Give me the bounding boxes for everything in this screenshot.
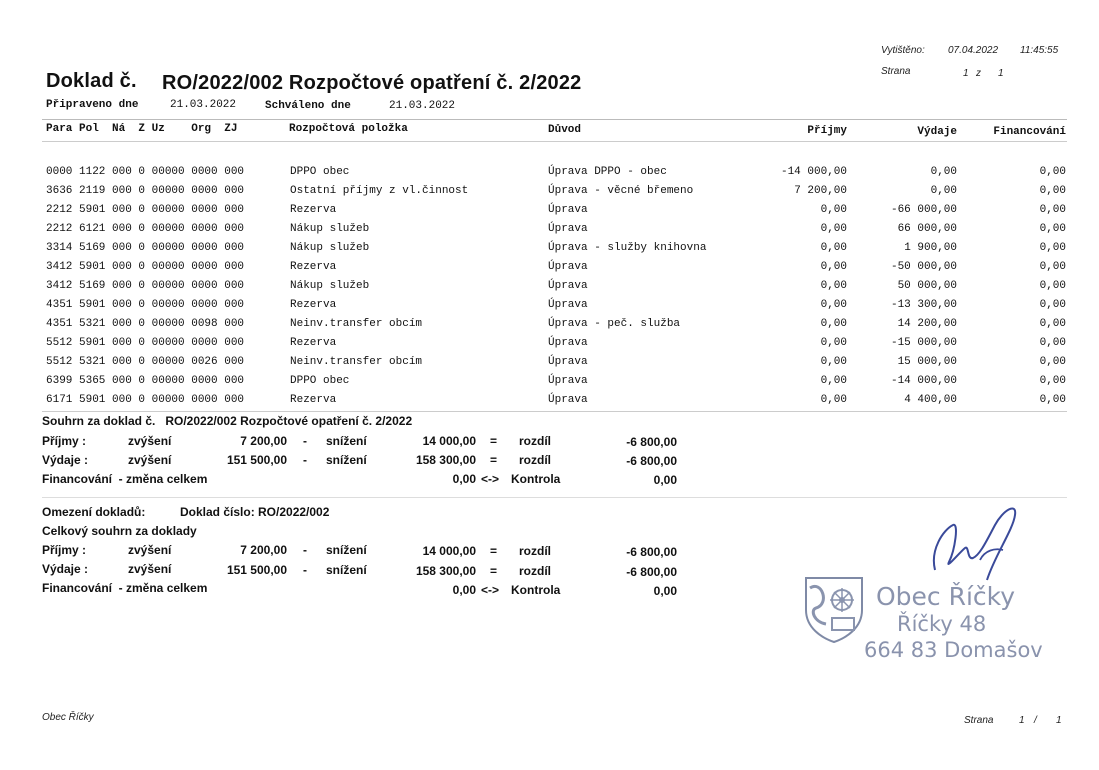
row-expense: 0,00	[930, 166, 957, 178]
total-income-inc-word: zvýšení	[128, 543, 172, 557]
row-item: DPPO obec	[290, 375, 350, 387]
total-diff-word: rozdíl	[519, 544, 551, 558]
summary-expense-dec: 158 300,00	[415, 453, 476, 467]
summary-income-dec-word: snížení	[326, 434, 367, 448]
prepared-label: Připraveno dne	[46, 99, 139, 111]
signature-image	[925, 500, 1025, 590]
page-of: z	[976, 68, 981, 79]
summary-arrow: <->	[481, 472, 500, 486]
col-codes-header: Para Pol Ná Z Uz Org ZJ	[46, 123, 238, 135]
total-expense-dec-word: snížení	[326, 563, 367, 577]
stamp-line2: Říčky 48	[897, 612, 987, 636]
municipal-coat-of-arms-icon	[802, 574, 866, 644]
row-codes: 6171 5901 000 0 00000 0000 000	[46, 394, 245, 406]
table-row	[0, 166, 1099, 185]
summary-income-inc-word: zvýšení	[128, 434, 172, 448]
row-income: 0,00	[820, 299, 847, 311]
row-codes: 5512 5321 000 0 00000 0026 000	[46, 356, 245, 368]
printed-label: Vytištěno:	[881, 45, 925, 56]
row-expense: -50 000,00	[890, 261, 957, 273]
limit-value: Doklad číslo: RO/2022/002	[180, 505, 330, 519]
table-row	[0, 356, 1099, 375]
table-row	[0, 375, 1099, 394]
row-reason: Úprava	[548, 375, 588, 387]
summary-expense-label: Výdaje :	[42, 453, 89, 467]
row-item: Rezerva	[290, 261, 337, 273]
summary-rule	[42, 497, 1067, 498]
row-income: 0,00	[820, 337, 847, 349]
row-item: Rezerva	[290, 204, 337, 216]
col-item-header: Rozpočtová položka	[289, 123, 408, 135]
total-income-dec-word: snížení	[326, 543, 367, 557]
row-codes: 3412 5901 000 0 00000 0000 000	[46, 261, 245, 273]
row-codes: 2212 5901 000 0 00000 0000 000	[46, 204, 245, 216]
summary-financing-total: 0,00	[452, 472, 476, 486]
row-item: Ostatní příjmy z vl.činnost	[290, 185, 469, 197]
total-control-word: Kontrola	[511, 583, 561, 597]
row-financing: 0,00	[1039, 299, 1066, 311]
row-reason: Úprava - věcné břemeno	[548, 185, 694, 197]
footer-page-total: 1	[1056, 715, 1062, 726]
row-income: 0,00	[820, 204, 847, 216]
total-expense-inc-word: zvýšení	[128, 562, 172, 576]
row-income: 0,00	[820, 242, 847, 254]
stamp-line3: 664 83 Domašov	[864, 638, 1043, 662]
doc-title-prefix: Doklad č.	[46, 70, 137, 92]
row-financing: 0,00	[1039, 223, 1066, 235]
footer-page-number: 1	[1019, 715, 1025, 726]
approved-label: Schváleno dne	[265, 100, 351, 112]
row-income: 0,00	[820, 394, 847, 406]
summary-dash: -	[303, 434, 307, 448]
row-financing: 0,00	[1039, 242, 1066, 254]
row-financing: 0,00	[1039, 318, 1066, 330]
row-reason: Úprava - služby knihovna	[548, 242, 707, 254]
table-row	[0, 299, 1099, 318]
doc-title-id: RO/2022/002 Rozpočtové opatření č. 2/2022	[162, 72, 582, 94]
approved-date: 21.03.2022	[389, 100, 456, 112]
summary-diff-word: rozdíl	[519, 434, 551, 448]
table-row	[0, 242, 1099, 261]
row-expense: -66 000,00	[890, 204, 957, 216]
row-financing: 0,00	[1039, 280, 1066, 292]
page-total: 1	[998, 68, 1004, 79]
summary-eq: =	[490, 453, 498, 467]
table-row	[0, 318, 1099, 337]
row-item: Nákup služeb	[290, 280, 370, 292]
total-income-inc: 7 200,00	[240, 543, 287, 557]
total-income-dec: 14 000,00	[422, 544, 476, 558]
total-income-label: Příjmy :	[42, 543, 87, 557]
table-row	[0, 185, 1099, 204]
stamp-line1: Obec Říčky	[876, 582, 1016, 611]
row-item: Rezerva	[290, 394, 337, 406]
limit-label: Omezení dokladů:	[42, 505, 146, 519]
total-expense-dec: 158 300,00	[415, 564, 476, 578]
row-financing: 0,00	[1039, 337, 1066, 349]
total-financing-label: Financování - změna celkem	[42, 581, 208, 595]
row-financing: 0,00	[1039, 375, 1066, 387]
row-item: DPPO obec	[290, 166, 350, 178]
row-codes: 2212 6121 000 0 00000 0000 000	[46, 223, 245, 235]
table-row	[0, 223, 1099, 242]
row-income: 7 200,00	[794, 185, 847, 197]
total-financing-control: 0,00	[653, 584, 677, 598]
table-bottom-rule	[42, 411, 1067, 412]
row-reason: Úprava	[548, 223, 588, 235]
row-income: 0,00	[820, 356, 847, 368]
row-income: 0,00	[820, 375, 847, 387]
row-reason: Úprava	[548, 261, 588, 273]
row-codes: 4351 5321 000 0 00000 0098 000	[46, 318, 245, 330]
prepared-date: 21.03.2022	[170, 99, 237, 111]
table-row	[0, 261, 1099, 280]
footer-page-label: Strana	[964, 715, 994, 726]
row-income: -14 000,00	[780, 166, 847, 178]
row-expense: -13 300,00	[890, 299, 957, 311]
row-expense: 4 400,00	[904, 394, 957, 406]
row-item: Rezerva	[290, 337, 337, 349]
printed-date: 07.04.2022	[948, 45, 999, 56]
total-arrow: <->	[481, 583, 500, 597]
header-top-rule	[42, 119, 1067, 120]
row-expense: 14 200,00	[897, 318, 957, 330]
total-summary-title: Celkový souhrn za doklady	[42, 524, 197, 538]
row-financing: 0,00	[1039, 166, 1066, 178]
row-item: Neinv.transfer obcím	[290, 318, 423, 330]
summary-diff-word: rozdíl	[519, 453, 551, 467]
row-financing: 0,00	[1039, 185, 1066, 197]
total-eq: =	[490, 564, 498, 578]
total-dash: -	[303, 543, 307, 557]
total-diff-word: rozdíl	[519, 564, 551, 578]
row-reason: Úprava	[548, 394, 588, 406]
row-income: 0,00	[820, 318, 847, 330]
row-reason: Úprava	[548, 337, 588, 349]
row-expense: 50 000,00	[897, 280, 957, 292]
row-reason: Úprava - peč. služba	[548, 318, 681, 330]
total-income-diff: -6 800,00	[626, 545, 677, 559]
summary-financing-control: 0,00	[653, 473, 677, 487]
row-financing: 0,00	[1039, 394, 1066, 406]
row-codes: 6399 5365 000 0 00000 0000 000	[46, 375, 245, 387]
summary-income-dec: 14 000,00	[422, 434, 476, 448]
summary-financing-label: Financování - změna celkem	[42, 472, 208, 486]
row-reason: Úprava	[548, 204, 588, 216]
total-expense-inc: 151 500,00	[226, 563, 287, 577]
row-financing: 0,00	[1039, 204, 1066, 216]
row-reason: Úprava DPPO - obec	[548, 166, 667, 178]
summary-expense-inc: 151 500,00	[226, 453, 287, 467]
row-expense: -15 000,00	[890, 337, 957, 349]
summary-control-word: Kontrola	[511, 472, 561, 486]
summary-title: Souhrn za doklad č. RO/2022/002 Rozpočtové opatření č. 2/2022	[42, 414, 413, 428]
row-income: 0,00	[820, 223, 847, 235]
footer-org: Obec Říčky	[42, 712, 94, 723]
col-financing-header: Financování	[993, 126, 1066, 138]
row-reason: Úprava	[548, 299, 588, 311]
table-row	[0, 337, 1099, 356]
printed-time: 11:45:55	[1020, 45, 1059, 56]
row-codes: 5512 5901 000 0 00000 0000 000	[46, 337, 245, 349]
total-eq: =	[490, 544, 498, 558]
table-row	[0, 204, 1099, 223]
footer-slash: /	[1034, 715, 1037, 726]
row-expense: -14 000,00	[890, 375, 957, 387]
row-reason: Úprava	[548, 280, 588, 292]
row-expense: 15 000,00	[897, 356, 957, 368]
summary-expense-inc-word: zvýšení	[128, 453, 172, 467]
total-expense-label: Výdaje :	[42, 562, 89, 576]
row-expense: 66 000,00	[897, 223, 957, 235]
row-expense: 1 900,00	[904, 242, 957, 254]
summary-income-inc: 7 200,00	[240, 434, 287, 448]
row-codes: 3636 2119 000 0 00000 0000 000	[46, 185, 245, 197]
table-row	[0, 280, 1099, 299]
row-item: Rezerva	[290, 299, 337, 311]
row-codes: 4351 5901 000 0 00000 0000 000	[46, 299, 245, 311]
page-number: 1	[963, 68, 969, 79]
summary-dash: -	[303, 453, 307, 467]
summary-eq: =	[490, 434, 498, 448]
row-codes: 3314 5169 000 0 00000 0000 000	[46, 242, 245, 254]
total-expense-diff: -6 800,00	[626, 565, 677, 579]
row-financing: 0,00	[1039, 356, 1066, 368]
page-label: Strana	[881, 66, 911, 77]
row-income: 0,00	[820, 280, 847, 292]
row-item: Neinv.transfer obcím	[290, 356, 423, 368]
row-income: 0,00	[820, 261, 847, 273]
row-financing: 0,00	[1039, 261, 1066, 273]
summary-income-label: Příjmy :	[42, 434, 87, 448]
col-expense-header: Výdaje	[917, 126, 957, 138]
header-bottom-rule	[42, 141, 1067, 142]
row-expense: 0,00	[930, 185, 957, 197]
summary-income-diff: -6 800,00	[626, 435, 677, 449]
total-dash: -	[303, 563, 307, 577]
row-reason: Úprava	[548, 356, 588, 368]
row-item: Nákup služeb	[290, 223, 370, 235]
row-codes: 3412 5169 000 0 00000 0000 000	[46, 280, 245, 292]
row-codes: 0000 1122 000 0 00000 0000 000	[46, 166, 245, 178]
summary-expense-diff: -6 800,00	[626, 454, 677, 468]
col-income-header: Příjmy	[807, 125, 847, 137]
col-reason-header: Důvod	[548, 124, 582, 136]
summary-expense-dec-word: snížení	[326, 453, 367, 467]
total-financing-total: 0,00	[452, 583, 476, 597]
row-item: Nákup služeb	[290, 242, 370, 254]
